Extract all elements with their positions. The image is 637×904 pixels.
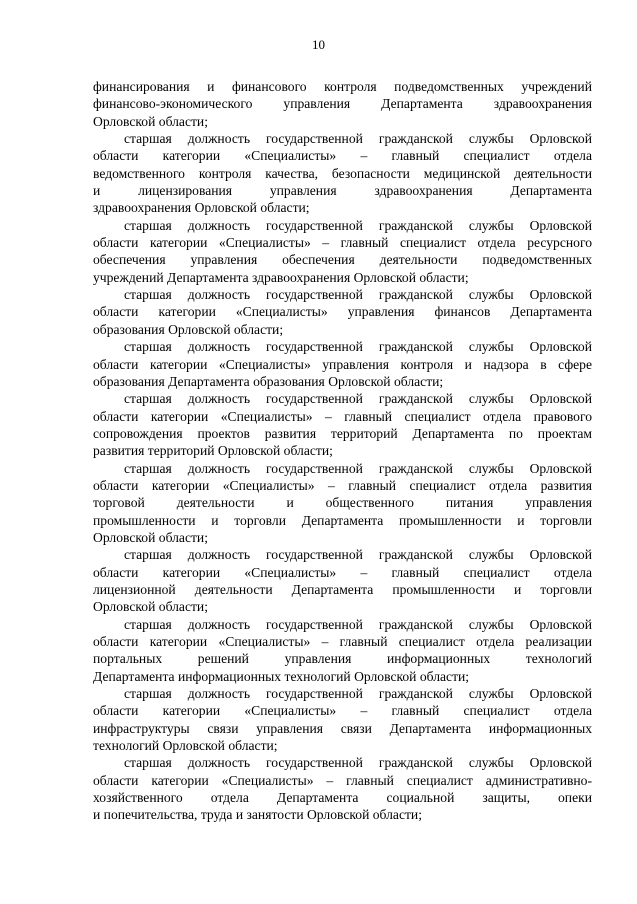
- text-line: образования Орловской области;: [93, 321, 284, 337]
- text-line: обеспечения управления обеспечения деятельности подведомственных: [93, 252, 592, 268]
- text-line: области категории «Специалисты» управления финансов Департамента: [93, 304, 592, 320]
- paragraph: [93, 754, 592, 823]
- page-number: 10: [312, 37, 325, 52]
- text-line: торговой деятельности и общественного питания управления: [93, 495, 592, 511]
- text-line: инфраструктуры связи управления связи Департамента информационных: [93, 720, 592, 736]
- paragraph: [93, 286, 592, 338]
- paragraph: [93, 460, 592, 547]
- text-line: старшая должность государственной гражданской службы Орловской: [124, 460, 592, 476]
- text-line: старшая должность государственной гражданской службы Орловской: [124, 217, 592, 233]
- text-line: технологий Орловской области;: [93, 738, 278, 754]
- text-line: области категории «Специалисты» – главный специалист отдела правового: [93, 408, 592, 424]
- text-line: образования Департамента образования Орловской области;: [93, 373, 444, 389]
- paragraph: [93, 685, 592, 754]
- text-line: финансирования и финансового контроля подведомственных учреждений: [93, 79, 592, 94]
- text-line: Орловской области;: [93, 529, 208, 545]
- paragraph: [93, 546, 592, 615]
- text-line: старшая должность государственной гражданской службы Орловской: [124, 391, 592, 407]
- text-line: хозяйственного отдела Департамента социальной защиты, опеки: [93, 790, 592, 806]
- text-line: Департамента информационных технологий Орловской области;: [93, 668, 470, 684]
- paragraph: [93, 390, 592, 459]
- text-line: Орловской области;: [93, 113, 208, 129]
- text-line: старшая должность государственной гражданской службы Орловской: [124, 755, 592, 771]
- text-line: и попечительства, труда и занятости Орловской области;: [93, 807, 422, 823]
- text-line: ведомственного контроля качества, безопасности медицинской деятельности: [93, 165, 592, 181]
- text-line: портальных решений управления информационных технологий: [93, 651, 592, 667]
- text-line: сопровождения проектов развития территорий Департамента по проектам: [93, 425, 592, 441]
- text-line: финансово-экономического управления Департамента здравоохранения: [93, 96, 592, 112]
- text-line: области категории «Специалисты» – главный специалист отдела: [93, 703, 592, 719]
- text-line: области категории «Специалисты» – главный специалист отдела ресурсного: [93, 235, 592, 251]
- text-line: лицензионной деятельности Департамента промышленности и торговли: [93, 581, 592, 597]
- text-line: старшая должность государственной гражданской службы Орловской: [124, 131, 592, 147]
- text-line: учреждений Департамента здравоохранения Орловской области;: [93, 269, 469, 285]
- text-line: области категории «Специалисты» – главный специалист отдела: [93, 148, 592, 164]
- text-line: старшая должность государственной гражданской службы Орловской: [124, 616, 592, 632]
- text-line: области категории «Специалисты» управления контроля и надзора в сфере: [93, 356, 592, 372]
- text-line: области категории «Специалисты» – главный специалист отдела: [93, 564, 592, 580]
- document-body: [93, 78, 592, 824]
- paragraph: [93, 217, 592, 286]
- text-line: здравоохранения Орловской области;: [93, 200, 310, 216]
- text-line: развития территорий Орловской области;: [93, 443, 333, 459]
- text-line: и лицензирования управления здравоохранения Департамента: [93, 183, 592, 199]
- text-line: Орловской области;: [93, 599, 208, 615]
- text-line: старшая должность государственной гражданской службы Орловской: [124, 547, 592, 563]
- paragraph: [93, 130, 592, 217]
- paragraph: [93, 616, 592, 685]
- text-line: старшая должность государственной гражданской службы Орловской: [124, 287, 592, 303]
- text-line: промышленности и торговли Департамента промышленности и торговли: [93, 512, 592, 528]
- paragraph: [93, 78, 592, 130]
- text-line: области категории «Специалисты» – главный специалист административно-: [93, 772, 592, 788]
- text-line: старшая должность государственной гражданской службы Орловской: [124, 339, 592, 355]
- text-line: старшая должность государственной гражданской службы Орловской: [124, 686, 592, 702]
- paragraph: [93, 338, 592, 390]
- text-line: области категории «Специалисты» – главный специалист отдела развития: [93, 477, 592, 493]
- text-line: области категории «Специалисты» – главный специалист отдела реализации: [93, 634, 592, 649]
